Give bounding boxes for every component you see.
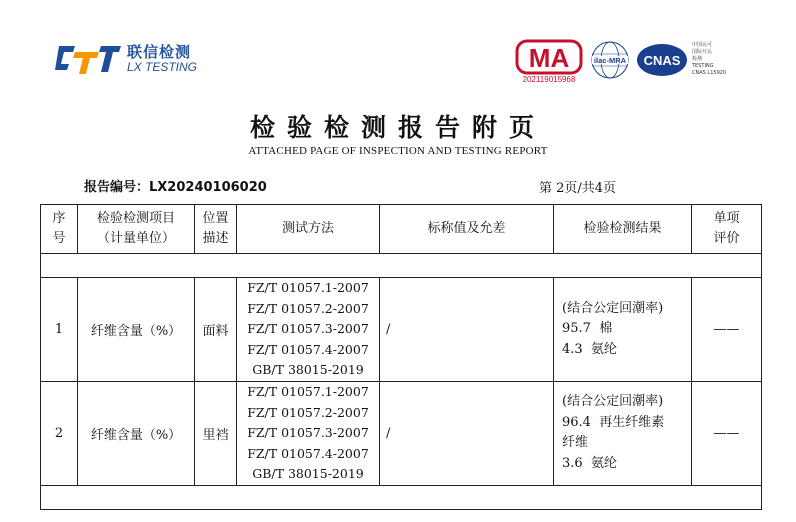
row-item: 纤维含量（%）	[78, 381, 195, 485]
row-item: 纤维含量（%）	[78, 278, 195, 382]
page-title-en: ATTACHED PAGE OF INSPECTION AND TESTING REPORT	[248, 145, 548, 157]
cnas-label: CNAS	[643, 53, 681, 68]
page-title-cn: 检验检测报告附页	[249, 113, 546, 142]
company-logo	[55, 42, 197, 76]
row-methods: FZ/T 01057.1-2007 FZ/T 01057.2-2007 FZ/T 01057.3-2007 FZ/T 01057.4-2007 GB/T 38015-2019	[237, 278, 380, 382]
header-item: 检验检测项目 （计量单位）	[78, 205, 195, 254]
ilac-mra-icon	[590, 40, 630, 80]
cnas-line: 中国认可	[692, 42, 713, 48]
row-methods: FZ/T 01057.1-2007 FZ/T 01057.2-2007 FZ/T 01057.3-2007 FZ/T 01057.4-2007 GB/T 38015-2019	[237, 381, 380, 485]
page-indicator: 第 2页/共4页	[539, 181, 617, 196]
results-table	[40, 204, 762, 510]
ilac-label: ilac-MRA	[593, 56, 627, 65]
row-result: (结合公定回潮率) 96.4 再生纤维素 纤维 3.6 氨纶	[554, 381, 692, 485]
row-position: 面料	[195, 278, 237, 382]
cnas-line: TESTING	[692, 63, 714, 69]
accreditation-marks	[514, 38, 784, 88]
cnas-icon	[636, 42, 688, 78]
table-row	[41, 381, 762, 485]
table-row	[41, 278, 762, 382]
row-seq: 2	[41, 381, 78, 485]
cnas-line: 国际互认	[692, 49, 713, 55]
row-evaluation: ——	[692, 381, 762, 485]
header-evaluation: 单项 评价	[692, 205, 762, 254]
row-position: 里裆	[195, 381, 237, 485]
row-evaluation: ——	[692, 278, 762, 382]
cnas-line: CNAS L15920	[692, 70, 727, 76]
cma-number: 202119015968	[522, 75, 576, 84]
header-result: 检验检测结果	[554, 205, 692, 254]
table-header-row	[41, 205, 762, 254]
header-nominal: 标称值及允差	[380, 205, 554, 254]
cnas-line: 检测	[692, 56, 703, 62]
header-position: 位置 描述	[195, 205, 237, 254]
lx-logo-icon	[55, 42, 121, 76]
report-header	[0, 0, 796, 100]
row-result: (结合公定回潮率) 95.7 棉 4.3 氨纶	[554, 278, 692, 382]
report-number: 报告编号：LX20240106020	[84, 180, 267, 195]
logo-cn-text: 联信检测	[127, 42, 192, 61]
row-nominal: /	[380, 381, 554, 485]
cma-label: MA	[528, 43, 570, 73]
table-spacer-row	[41, 485, 762, 509]
table-spacer-row	[41, 254, 762, 278]
logo-en-text: LX TESTING	[127, 59, 198, 74]
row-seq: 1	[41, 278, 78, 382]
cnas-caption	[692, 42, 726, 77]
header-seq: 序 号	[41, 205, 78, 254]
header-method: 测试方法	[237, 205, 380, 254]
row-nominal: /	[380, 278, 554, 382]
